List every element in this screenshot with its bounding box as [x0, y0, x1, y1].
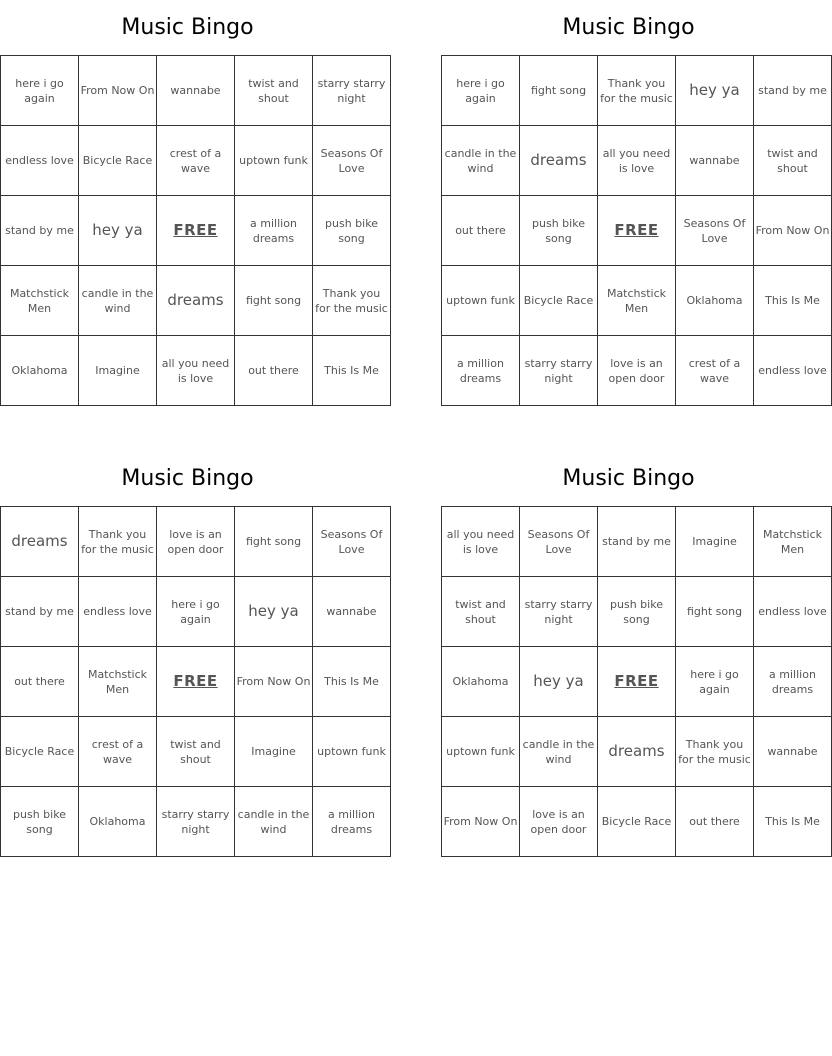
grid-row [1, 266, 391, 336]
grid-cell: uptown funk [313, 717, 391, 787]
grid-row [442, 266, 832, 336]
grid-cell: wannabe [676, 126, 754, 196]
grid-row [442, 336, 832, 406]
grid-row [442, 196, 832, 266]
grid-cell: uptown funk [235, 126, 313, 196]
grid-cell: candle in the wind [442, 126, 520, 196]
bingo-grid [0, 506, 391, 857]
grid-cell: From Now On [754, 196, 832, 266]
grid-cell: here i go again [676, 647, 754, 717]
grid-cell: starry starry night [157, 787, 235, 857]
grid-cell: stand by me [754, 56, 832, 126]
grid-cell: Thank you for the music [676, 717, 754, 787]
grid-cell: starry starry night [520, 336, 598, 406]
grid-cell: Bicycle Race [598, 787, 676, 857]
grid-row [442, 787, 832, 857]
card-title: Music Bingo [121, 466, 254, 491]
grid-row [1, 717, 391, 787]
grid-row [1, 56, 391, 126]
grid-cell: a million dreams [235, 196, 313, 266]
grid-cell: This Is Me [754, 266, 832, 336]
grid-cell: hey ya [520, 647, 598, 717]
grid-cell: out there [235, 336, 313, 406]
grid-cell: starry starry night [520, 577, 598, 647]
grid-row [442, 507, 832, 577]
grid-cell: fight song [235, 507, 313, 577]
grid-cell: twist and shout [157, 717, 235, 787]
bingo-card-2 [441, 0, 830, 406]
grid-row [1, 787, 391, 857]
grid-cell: fight song [235, 266, 313, 336]
grid-cell: hey ya [235, 577, 313, 647]
grid-cell: endless love [754, 577, 832, 647]
grid-cell: Imagine [235, 717, 313, 787]
grid-cell: Matchstick Men [79, 647, 157, 717]
grid-cell: This Is Me [313, 647, 391, 717]
grid-cell: twist and shout [235, 56, 313, 126]
grid-cell: a million dreams [313, 787, 391, 857]
grid-row [442, 717, 832, 787]
grid-cell: uptown funk [442, 717, 520, 787]
grid-row [1, 577, 391, 647]
card-title: Music Bingo [562, 15, 695, 40]
grid-cell: From Now On [79, 56, 157, 126]
grid-cell: From Now On [235, 647, 313, 717]
grid-cell: Matchstick Men [754, 507, 832, 577]
grid-cell: Bicycle Race [520, 266, 598, 336]
grid-cell: Seasons Of Love [313, 126, 391, 196]
grid-row [442, 647, 832, 717]
grid-cell: starry starry night [313, 56, 391, 126]
free-space: FREE [598, 647, 676, 717]
grid-cell: a million dreams [442, 336, 520, 406]
grid-cell: endless love [1, 126, 79, 196]
grid-cell: hey ya [676, 56, 754, 126]
grid-cell: crest of a wave [157, 126, 235, 196]
free-space: FREE [157, 647, 235, 717]
grid-cell: Oklahoma [442, 647, 520, 717]
grid-cell: Oklahoma [1, 336, 79, 406]
grid-cell: out there [442, 196, 520, 266]
grid-cell: hey ya [79, 196, 157, 266]
grid-cell: Imagine [676, 507, 754, 577]
grid-cell: crest of a wave [676, 336, 754, 406]
grid-cell: Seasons Of Love [676, 196, 754, 266]
grid-cell: Matchstick Men [1, 266, 79, 336]
bingo-card-1 [0, 0, 388, 406]
grid-cell: out there [676, 787, 754, 857]
bingo-grid [0, 55, 391, 406]
free-space: FREE [157, 196, 235, 266]
grid-cell: Seasons Of Love [313, 507, 391, 577]
grid-row [1, 196, 391, 266]
grid-cell: fight song [676, 577, 754, 647]
grid-row [442, 126, 832, 196]
grid-cell: Oklahoma [79, 787, 157, 857]
grid-cell: Bicycle Race [1, 717, 79, 787]
grid-cell: From Now On [442, 787, 520, 857]
grid-cell: all you need is love [157, 336, 235, 406]
bingo-card-3 [0, 451, 386, 857]
grid-cell: Thank you for the music [313, 266, 391, 336]
grid-cell: wannabe [157, 56, 235, 126]
grid-cell: push bike song [598, 577, 676, 647]
grid-cell: Oklahoma [676, 266, 754, 336]
grid-cell: push bike song [1, 787, 79, 857]
grid-cell: endless love [79, 577, 157, 647]
grid-cell: twist and shout [442, 577, 520, 647]
grid-cell: Imagine [79, 336, 157, 406]
grid-cell: endless love [754, 336, 832, 406]
grid-cell: here i go again [1, 56, 79, 126]
grid-cell: This Is Me [313, 336, 391, 406]
grid-cell: Seasons Of Love [520, 507, 598, 577]
grid-cell: love is an open door [520, 787, 598, 857]
grid-cell: dreams [520, 126, 598, 196]
grid-cell: candle in the wind [520, 717, 598, 787]
grid-cell: candle in the wind [79, 266, 157, 336]
grid-cell: Matchstick Men [598, 266, 676, 336]
free-space: FREE [598, 196, 676, 266]
grid-cell: love is an open door [598, 336, 676, 406]
grid-cell: stand by me [1, 196, 79, 266]
grid-cell: uptown funk [442, 266, 520, 336]
grid-cell: here i go again [442, 56, 520, 126]
grid-cell: This Is Me [754, 787, 832, 857]
grid-cell: out there [1, 647, 79, 717]
grid-cell: stand by me [598, 507, 676, 577]
grid-cell: candle in the wind [235, 787, 313, 857]
grid-cell: dreams [1, 507, 79, 577]
grid-cell: wannabe [313, 577, 391, 647]
grid-row [1, 647, 391, 717]
grid-row [1, 126, 391, 196]
grid-cell: stand by me [1, 577, 79, 647]
grid-cell: Thank you for the music [598, 56, 676, 126]
grid-row [442, 577, 832, 647]
grid-cell: here i go again [157, 577, 235, 647]
grid-cell: all you need is love [442, 507, 520, 577]
grid-cell: dreams [598, 717, 676, 787]
bingo-grid [441, 55, 832, 406]
grid-cell: fight song [520, 56, 598, 126]
grid-cell: wannabe [754, 717, 832, 787]
bingo-grid [441, 506, 832, 857]
grid-cell: a million dreams [754, 647, 832, 717]
grid-cell: push bike song [520, 196, 598, 266]
grid-cell: love is an open door [157, 507, 235, 577]
grid-row [1, 507, 391, 577]
grid-cell: crest of a wave [79, 717, 157, 787]
card-title: Music Bingo [121, 15, 254, 40]
grid-cell: dreams [157, 266, 235, 336]
bingo-card-4 [441, 451, 827, 857]
grid-cell: Bicycle Race [79, 126, 157, 196]
grid-cell: Thank you for the music [79, 507, 157, 577]
grid-cell: twist and shout [754, 126, 832, 196]
card-title: Music Bingo [562, 466, 695, 491]
grid-row [1, 336, 391, 406]
grid-row [442, 56, 832, 126]
grid-cell: all you need is love [598, 126, 676, 196]
grid-cell: push bike song [313, 196, 391, 266]
